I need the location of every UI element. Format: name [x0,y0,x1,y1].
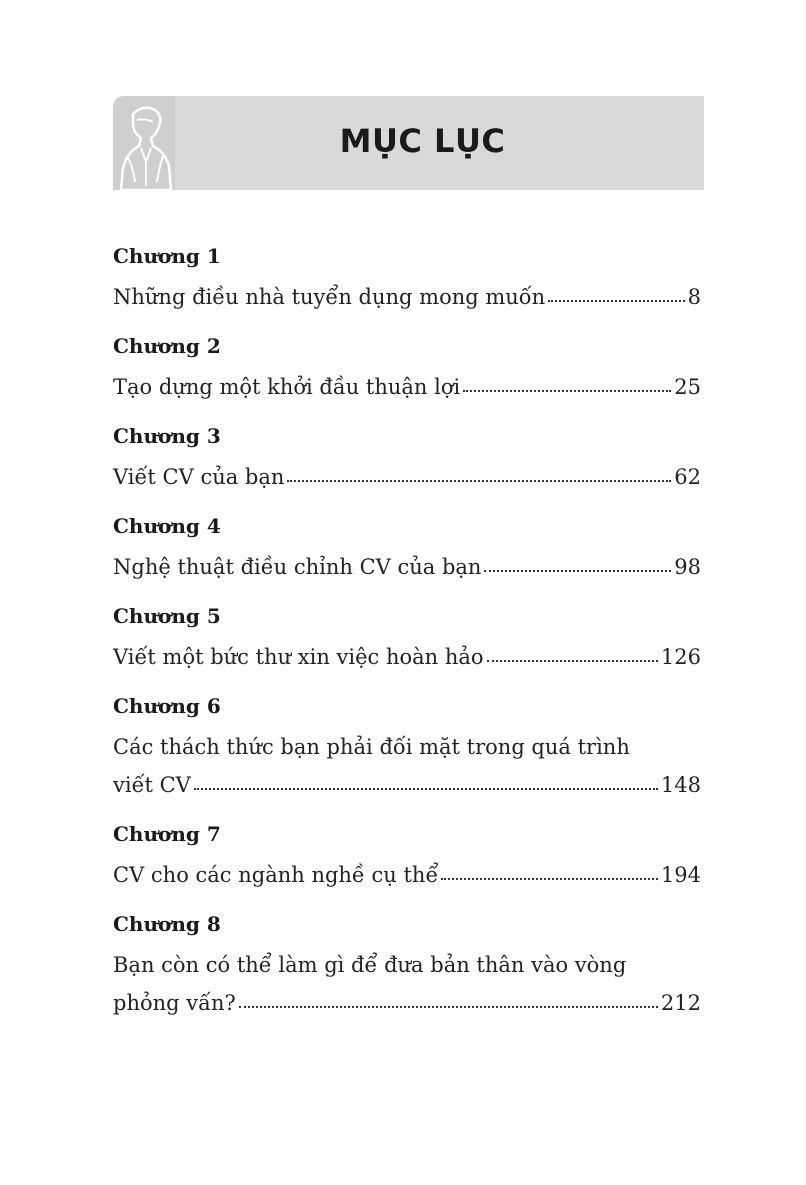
page-number: 212 [660,991,701,1015]
page-number: 8 [687,285,701,309]
chapter-title-first-line: Các thách thức bạn phải đối mặt trong quá trình [113,735,630,759]
toc-line[interactable] [113,458,701,496]
chapter-title: Nghệ thuật điều chỉnh CV của bạn [113,555,482,579]
toc-line[interactable] [113,638,701,676]
chapter-title: Những điều nhà tuyển dụng mong muốn [113,285,546,309]
chapter-title: CV cho các ngành nghề cụ thể [113,863,439,887]
page-number: 148 [660,773,701,797]
page-number: 98 [674,555,701,579]
toc-line[interactable] [113,856,701,894]
page-number: 62 [674,465,701,489]
chapter-label: Chương 4 [113,514,221,538]
toc-entry-6 [113,692,701,804]
toc-line-first[interactable] [113,946,701,984]
dot-leader [441,878,658,880]
page-number: 194 [660,863,701,887]
chapter-label: Chương 1 [113,244,221,268]
header-banner [113,96,704,190]
toc-line-first[interactable] [113,728,701,766]
chapter-title: Tạo dựng một khởi đầu thuận lợi [113,375,461,399]
chapter-label: Chương 3 [113,424,221,448]
toc-entry-7 [113,820,701,894]
toc-entry-2 [113,332,701,406]
page-title: MỤC LỤC [339,122,506,160]
toc-entry-4 [113,512,701,586]
dot-leader [194,788,658,790]
chapter-title: Viết CV của bạn [113,465,285,489]
chapter-title: Viết một bức thư xin việc hoàn hảo [113,645,484,669]
chapter-label: Chương 7 [113,822,221,846]
page-number: 25 [674,375,701,399]
dot-leader [287,480,671,482]
toc-line[interactable] [113,278,701,316]
dot-leader [548,300,684,302]
chapter-label: Chương 6 [113,694,221,718]
toc-line[interactable] [113,548,701,586]
toc-entry-8 [113,910,701,1022]
toc-entry-5 [113,602,701,676]
dot-leader [487,660,658,662]
toc-entry-3 [113,422,701,496]
chapter-label: Chương 5 [113,604,221,628]
dot-leader [239,1006,658,1008]
toc-entry-1 [113,242,701,316]
chapter-title: viết CV [113,773,191,797]
chapter-title: phỏng vấn? [113,991,236,1015]
dot-leader [463,390,671,392]
chapter-title-first-line: Bạn còn có thể làm gì để đưa bản thân vào vòng [113,953,627,977]
chapter-label: Chương 8 [113,912,221,936]
toc-line[interactable] [113,368,701,406]
toc-line[interactable] [113,766,701,804]
toc-line[interactable] [113,984,701,1022]
dot-leader [484,570,671,572]
page-number: 126 [660,645,701,669]
chapter-label: Chương 2 [113,334,221,358]
table-of-contents [113,242,701,1038]
